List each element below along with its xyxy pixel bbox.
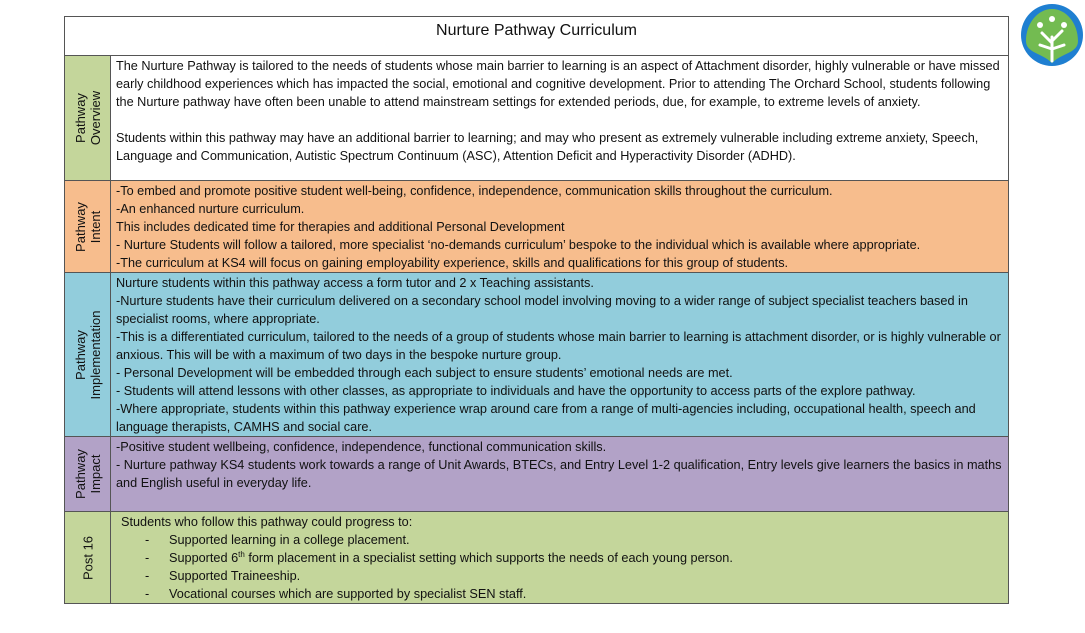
- impact-line: - Nurture pathway KS4 students work towards a range of Unit Awards, BTECs, and Entry Level 1-2 qualification, Entry levels give learners the basics in maths and English useful in everyday life.: [116, 458, 1002, 490]
- document-title: Nurture Pathway Curriculum: [65, 17, 1009, 56]
- overview-body: [111, 56, 1009, 181]
- tree-logo-icon: [1020, 3, 1084, 67]
- impact-row: [65, 437, 1009, 512]
- implementation-line: -Where appropriate, students within this pathway experience wrap around care from a range of multi-agencies including, occupational health, speech and language therapists, CAMHS and social care.: [116, 402, 976, 434]
- overview-paragraph-1: The Nurture Pathway is tailored to the needs of students whose main barrier to learning is an aspect of Attachment disorder, highly vulnerable or have missed early childhood experiences which has impacted the social, emotional and cognitive development. Prior to attending The Orchard School, students following the Nurture pathway have often been unable to attend mainstream settings for extended periods, due, for example, to extreme levels of anxiety.: [116, 59, 1000, 109]
- logo-dot: [1049, 16, 1055, 22]
- list-item-text: Supported learning in a college placement.: [169, 533, 410, 547]
- superscript: th: [238, 549, 245, 559]
- intent-line: -The curriculum at KS4 will focus on gaining employability experience, skills and qualifications for this group of students.: [116, 256, 789, 270]
- paragraph-gap: [116, 111, 1004, 129]
- overview-label-line1: Pathway: [72, 93, 88, 143]
- impact-line: -Positive student wellbeing, confidence, independence, functional communication skills.: [116, 440, 607, 454]
- intent-body: [111, 181, 1009, 273]
- post16-list: [121, 531, 1004, 603]
- impact-label-line1: Pathway: [72, 449, 88, 499]
- title-row: [65, 17, 1009, 56]
- implementation-label: [73, 310, 103, 399]
- implementation-line: - Personal Development will be embedded through each subject to ensure students’ emotional needs are met.: [116, 366, 733, 380]
- list-item: [121, 549, 1004, 567]
- post16-body: [111, 512, 1009, 604]
- impact-body: [111, 437, 1009, 512]
- logo-dot: [1061, 22, 1067, 28]
- post16-row: [65, 512, 1009, 604]
- intent-label: [73, 202, 103, 252]
- implementation-side-cell: [65, 273, 111, 437]
- overview-label-line2: Overview: [87, 90, 103, 146]
- intent-row: [65, 181, 1009, 273]
- implementation-body: [111, 273, 1009, 437]
- intent-label-line2: Intent: [87, 210, 103, 243]
- list-item-text: Supported Traineeship.: [169, 569, 301, 583]
- dash-bullet: -: [145, 533, 150, 547]
- list-item: [121, 585, 1004, 603]
- implementation-label-line2: Implementation: [87, 310, 103, 399]
- implementation-line: -Nurture students have their curriculum delivered on a secondary school model involving moving to a wider range of subject specialist teachers based in specialist rooms, where appropriate.: [116, 294, 968, 326]
- intent-line: -To embed and promote positive student well-being, confidence, independence, communication skills throughout the curriculum.: [116, 184, 833, 198]
- implementation-row: [65, 273, 1009, 437]
- dash-bullet: -: [145, 587, 150, 601]
- implementation-line: Nurture students within this pathway access a form tutor and 2 x Teaching assistants.: [116, 276, 594, 290]
- list-item-text: form placement in a specialist setting which supports the needs of each young person.: [244, 551, 733, 565]
- post16-label: Post 16: [80, 535, 95, 580]
- impact-label-line2: Impact: [87, 454, 103, 494]
- curriculum-table: [64, 16, 1009, 604]
- list-item: [121, 567, 1004, 585]
- intent-line: -An enhanced nurture curriculum.: [116, 202, 305, 216]
- intent-label-line1: Pathway: [72, 201, 88, 252]
- overview-side-cell: [65, 56, 111, 181]
- implementation-line: - Students will attend lessons with other classes, as appropriate to individuals and have the opportunity to access parts of the explore pathway.: [116, 384, 916, 398]
- logo-dot: [1037, 22, 1043, 28]
- overview-paragraph-2: Students within this pathway may have an additional barrier to learning; and may who present as extremely vulnerable including extreme anxiety, Speech, Language and Communication, Autistic Spectrum Continuum (ASC), Attention Deficit and Hyperactivity Disorder (ADHD).: [116, 131, 979, 163]
- implementation-line: -This is a differentiated curriculum, tailored to the needs of a group of students whose main barrier to learning is attachment disorder, or is highly vulnerable or anxious. This will be with a maximum of two days in the bespoke nurture group.: [116, 330, 1001, 362]
- dash-bullet: -: [145, 569, 150, 583]
- list-item-text: Vocational courses which are supported by specialist SEN staff.: [169, 587, 527, 601]
- post16-side-cell: [65, 512, 111, 604]
- intent-side-cell: [65, 181, 111, 273]
- overview-label: [73, 91, 103, 145]
- intent-line: This includes dedicated time for therapies and additional Personal Development: [116, 220, 565, 234]
- intent-line: - Nurture Students will follow a tailored, more specialist ‘no-demands curriculum’ bespoke to the individual which is available where appropriate.: [116, 238, 921, 252]
- dash-bullet: -: [145, 551, 150, 565]
- list-item-text: Supported 6: [169, 551, 239, 565]
- implementation-label-line1: Pathway: [72, 329, 88, 380]
- post16-intro: Students who follow this pathway could progress to:: [121, 515, 413, 529]
- impact-side-cell: [65, 437, 111, 512]
- list-item: [121, 531, 1004, 549]
- overview-row: [65, 56, 1009, 181]
- impact-label: [73, 449, 103, 499]
